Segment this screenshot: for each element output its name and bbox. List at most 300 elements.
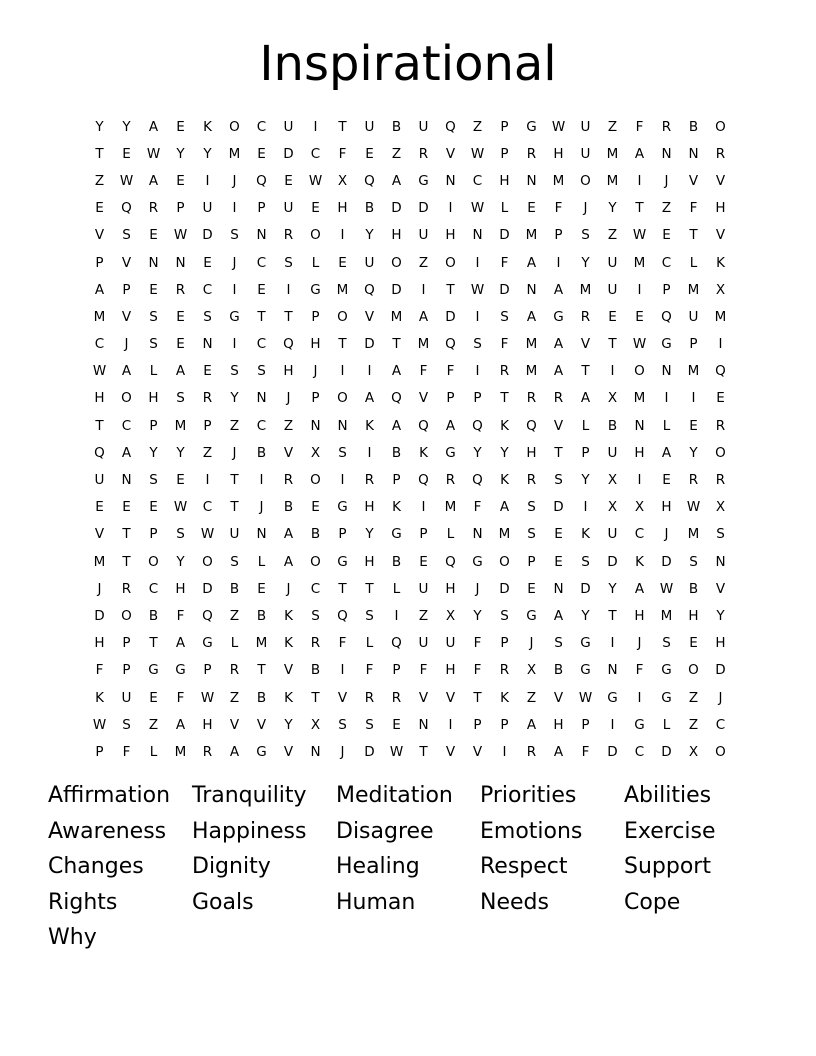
grid-letter: A [175,716,186,733]
grid-letter: R [202,390,213,407]
grid-letter: Z [472,118,483,135]
grid-letter: I [286,281,291,298]
grid-letter: B [391,118,402,135]
grid-letter: J [232,444,237,461]
grid-letter: A [175,635,186,652]
grid-letter: R [364,689,375,706]
grid-letter: D [202,227,213,244]
grid-letter: V [688,172,699,189]
grid-letter: N [715,553,726,570]
grid-letter: Z [688,716,699,733]
grid-letter: I [475,254,480,271]
grid-letter: A [391,363,402,380]
grid-letter: G [607,689,618,706]
grid-letter: N [418,716,429,733]
grid-letter: Z [229,689,240,706]
grid-letter: B [283,499,294,516]
grid-letter: E [554,526,563,543]
grid-letter: X [445,607,456,624]
grid-letter: R [526,472,537,489]
grid-letter: Y [473,607,482,624]
grid-letter: U [418,635,429,652]
grid-letter: I [691,390,696,407]
grid-letter: M [174,743,187,760]
grid-letter: S [176,526,185,543]
grid-letter: J [259,499,264,516]
grid-letter: D [364,336,375,353]
grid-letter: P [149,417,158,434]
grid-letter: Q [364,172,375,189]
grid-letter: I [205,472,210,489]
grid-row [86,494,734,521]
grid-letter: W [551,118,566,135]
grid-letter: P [176,200,185,217]
grid-letter: C [634,526,645,543]
grid-letter: V [256,716,267,733]
grid-letter: A [229,743,240,760]
grid-letter: Q [472,417,483,434]
grid-letter: L [392,580,401,597]
grid-letter: H [337,200,348,217]
grid-letter: Y [608,200,617,217]
grid-letter: U [229,526,240,543]
grid-letter: G [337,499,348,516]
word-list-item: Disagree [336,818,434,844]
grid-letter: L [365,635,374,652]
grid-letter: O [121,607,132,624]
grid-letter: F [176,607,185,624]
grid-letter: V [580,336,591,353]
grid-letter: P [122,281,131,298]
grid-row [86,466,734,493]
grid-letter: C [661,254,672,271]
grid-letter: H [634,444,645,461]
grid-letter: G [256,743,267,760]
grid-letter: Q [202,607,213,624]
grid-letter: J [718,689,723,706]
grid-letter: Y [149,444,158,461]
grid-letter: K [284,607,293,624]
grid-letter: A [580,390,591,407]
grid-letter: Q [391,635,402,652]
grid-letter: M [93,553,106,570]
grid-letter: E [149,689,158,706]
word-list-item: Abilities [624,783,712,808]
grid-letter: J [475,580,480,597]
grid-letter: U [418,227,429,244]
grid-letter: G [202,635,213,652]
grid-row [86,711,734,738]
grid-letter: N [526,172,537,189]
grid-letter: R [688,472,699,489]
grid-letter: Z [607,227,618,244]
grid-letter: A [634,580,645,597]
grid-letter: N [337,417,348,434]
grid-letter: V [715,580,726,597]
grid-letter: S [473,336,482,353]
grid-letter: T [392,336,401,353]
grid-letter: P [419,526,428,543]
grid-letter: A [175,363,186,380]
grid-letter: Y [95,118,104,135]
grid-letter: D [364,743,375,760]
grid-letter: E [716,390,725,407]
grid-letter: I [448,716,453,733]
grid-letter: E [203,363,212,380]
grid-letter: P [122,662,131,679]
grid-letter: A [634,145,645,162]
grid-letter: O [715,444,726,461]
grid-letter: R [121,580,132,597]
grid-letter: P [500,716,509,733]
grid-letter: Q [283,336,294,353]
grid-letter: A [553,363,564,380]
grid-letter: D [94,607,105,624]
grid-letter: J [97,580,102,597]
grid-letter: P [392,662,401,679]
grid-letter: B [688,580,699,597]
grid-letter: S [500,607,509,624]
grid-letter: H [283,363,294,380]
grid-letter: C [310,145,321,162]
grid-letter: I [367,444,372,461]
grid-letter: N [256,526,267,543]
grid-letter: H [310,336,321,353]
grid-letter: P [473,716,482,733]
grid-letter: T [581,363,590,380]
grid-letter: Q [661,308,672,325]
word-list-item: Goals [192,889,254,915]
grid-letter: C [202,499,213,516]
page-title: Inspirational [259,36,557,92]
grid-letter: Z [661,200,672,217]
grid-letter: K [500,472,509,489]
grid-letter: V [364,308,375,325]
grid-letter: P [149,526,158,543]
grid-letter: X [634,499,645,516]
grid-letter: B [310,662,321,679]
grid-letter: W [308,172,323,189]
grid-letter: I [610,716,615,733]
grid-letter: T [95,145,104,162]
grid-letter: Z [418,607,429,624]
grid-row [86,602,734,629]
grid-letter: T [554,444,563,461]
grid-letter: Z [283,417,294,434]
grid-row [86,657,734,684]
grid-letter: X [607,390,618,407]
grid-letter: I [637,172,642,189]
word-list-item: Healing [336,854,420,880]
grid-letter: I [475,308,480,325]
grid-letter: Q [715,363,726,380]
grid-letter: L [662,716,671,733]
grid-letter: A [148,172,159,189]
grid-letter: O [715,118,726,135]
grid-letter: F [446,363,455,380]
grid-letter: T [500,390,509,407]
grid-letter: J [583,200,588,217]
grid-letter: V [553,417,564,434]
grid-letter: Q [445,336,456,353]
grid-letter: Z [607,118,618,135]
grid-row [86,521,734,548]
grid-letter: W [92,716,107,733]
grid-letter: A [121,444,132,461]
grid-letter: K [95,689,104,706]
grid-letter: A [553,336,564,353]
grid-letter: M [174,417,187,434]
grid-letter: P [338,526,347,543]
grid-row [86,140,734,167]
grid-letter: C [310,580,321,597]
grid-letter: A [283,526,294,543]
grid-letter: N [445,172,456,189]
word-list-item: Respect [480,854,568,880]
grid-letter: M [606,145,619,162]
grid-letter: M [714,308,727,325]
grid-letter: F [176,689,185,706]
word-list-item: Tranquility [192,783,307,808]
grid-letter: Y [365,227,374,244]
grid-letter: K [500,689,509,706]
grid-letter: S [365,716,374,733]
grid-letter: K [203,118,212,135]
grid-letter: U [94,472,105,489]
grid-letter: Q [526,417,537,434]
grid-letter: H [94,635,105,652]
grid-letter: W [470,200,485,217]
grid-letter: W [632,336,647,353]
grid-letter: E [149,499,158,516]
grid-letter: K [365,417,374,434]
grid-row [86,358,734,385]
grid-letter: P [500,118,509,135]
grid-letter: P [257,200,266,217]
grid-letter: E [176,472,185,489]
grid-letter: I [718,336,723,353]
grid-letter: T [122,553,131,570]
grid-letter: Y [581,472,590,489]
grid-letter: R [499,363,510,380]
grid-letter: M [633,390,646,407]
grid-letter: A [526,716,537,733]
grid-letter: G [661,662,672,679]
grid-letter: T [230,499,239,516]
grid-letter: G [229,308,240,325]
grid-letter: W [632,227,647,244]
grid-letter: C [121,417,132,434]
grid-letter: U [580,118,591,135]
grid-letter: V [553,689,564,706]
grid-letter: F [95,662,104,679]
grid-letter: Y [716,607,725,624]
word-list-item: Changes [48,854,144,880]
grid-letter: U [283,118,294,135]
grid-letter: U [364,254,375,271]
grid-letter: F [365,662,374,679]
grid-letter: N [472,227,483,244]
grid-letter: E [95,499,104,516]
grid-letter: B [391,553,402,570]
grid-letter: E [176,118,185,135]
grid-letter: S [257,363,266,380]
grid-letter: D [553,499,564,516]
grid-letter: E [122,145,131,162]
grid-letter: I [313,118,318,135]
grid-letter: B [364,200,375,217]
grid-letter: Y [122,118,131,135]
word-list-item: Meditation [336,783,453,808]
grid-letter: G [634,716,645,733]
grid-letter: G [310,281,321,298]
grid-letter: M [228,145,241,162]
grid-letter: A [553,281,564,298]
grid-letter: Y [284,716,293,733]
grid-letter: T [338,580,347,597]
grid-letter: A [526,254,537,271]
grid-letter: A [391,172,402,189]
grid-letter: S [230,553,239,570]
grid-letter: Z [526,689,537,706]
grid-letter: O [337,390,348,407]
grid-letter: I [340,472,345,489]
grid-letter: V [445,145,456,162]
grid-letter: V [472,743,483,760]
grid-letter: A [148,118,159,135]
grid-letter: X [607,499,618,516]
grid-letter: E [689,417,698,434]
grid-letter: C [256,417,267,434]
grid-letter: O [310,553,321,570]
grid-letter: O [688,662,699,679]
grid-letter: S [149,308,158,325]
grid-letter: S [149,472,158,489]
grid-letter: B [607,417,618,434]
grid-letter: D [283,145,294,162]
grid-letter: Z [391,145,402,162]
grid-letter: H [715,200,726,217]
grid-letter: Z [688,689,699,706]
grid-letter: U [688,308,699,325]
grid-letter: L [581,417,590,434]
grid-row [86,331,734,358]
word-list-item: Needs [480,889,549,915]
grid-letter: H [553,145,564,162]
grid-letter: Q [445,553,456,570]
grid-letter: X [715,499,726,516]
grid-letter: H [148,390,159,407]
grid-letter: S [662,635,671,652]
grid-letter: W [119,172,134,189]
grid-letter: V [94,526,105,543]
grid-letter: P [500,145,509,162]
grid-letter: Y [176,444,185,461]
grid-letter: A [553,607,564,624]
grid-letter: G [418,172,429,189]
grid-letter: K [581,526,590,543]
grid-letter: V [229,716,240,733]
grid-letter: F [473,662,482,679]
grid-letter: K [500,417,509,434]
grid-letter: L [500,200,509,217]
grid-letter: U [418,118,429,135]
grid-letter: I [421,499,426,516]
grid-letter: U [607,526,618,543]
grid-letter: T [230,472,239,489]
grid-letter: I [637,472,642,489]
grid-letter: B [256,607,267,624]
grid-letter: X [715,281,726,298]
grid-letter: L [257,553,266,570]
grid-letter: W [659,580,674,597]
grid-letter: F [122,743,131,760]
grid-row [86,439,734,466]
grid-letter: U [418,580,429,597]
grid-letter: N [472,526,483,543]
grid-letter: Q [256,172,267,189]
grid-letter: F [473,499,482,516]
grid-letter: I [340,227,345,244]
grid-letter: N [121,472,132,489]
grid-letter: I [583,499,588,516]
grid-letter: E [149,227,158,244]
grid-letter: T [473,689,482,706]
grid-letter: M [390,308,403,325]
grid-row [86,630,734,657]
grid-letter: E [527,200,536,217]
grid-letter: P [95,743,104,760]
grid-letter: Z [229,607,240,624]
grid-letter: X [337,172,348,189]
grid-letter: T [635,200,644,217]
grid-letter: A [661,444,672,461]
grid-letter: E [176,336,185,353]
grid-letter: N [553,580,564,597]
grid-letter: U [121,689,132,706]
grid-letter: A [94,281,105,298]
grid-letter: M [687,281,700,298]
grid-letter: D [607,553,618,570]
grid-letter: S [122,716,131,733]
grid-row [86,167,734,194]
grid-letter: N [634,417,645,434]
grid-letter: Q [121,200,132,217]
grid-letter: S [203,308,212,325]
grid-letter: V [121,254,132,271]
grid-letter: N [688,145,699,162]
grid-letter: S [122,227,131,244]
grid-letter: O [310,472,321,489]
grid-letter: T [149,635,158,652]
grid-letter: M [687,363,700,380]
grid-letter: S [554,635,563,652]
grid-letter: D [661,743,672,760]
grid-row [86,412,734,439]
grid-letter: R [283,472,294,489]
word-list [48,778,788,956]
grid-letter: E [554,553,563,570]
grid-letter: J [232,172,237,189]
grid-letter: X [607,472,618,489]
grid-letter: O [580,172,591,189]
grid-letter: T [338,118,347,135]
grid-letter: J [637,635,642,652]
grid-letter: L [230,635,239,652]
grid-letter: S [365,607,374,624]
grid-letter: T [608,607,617,624]
grid-letter: U [364,118,375,135]
